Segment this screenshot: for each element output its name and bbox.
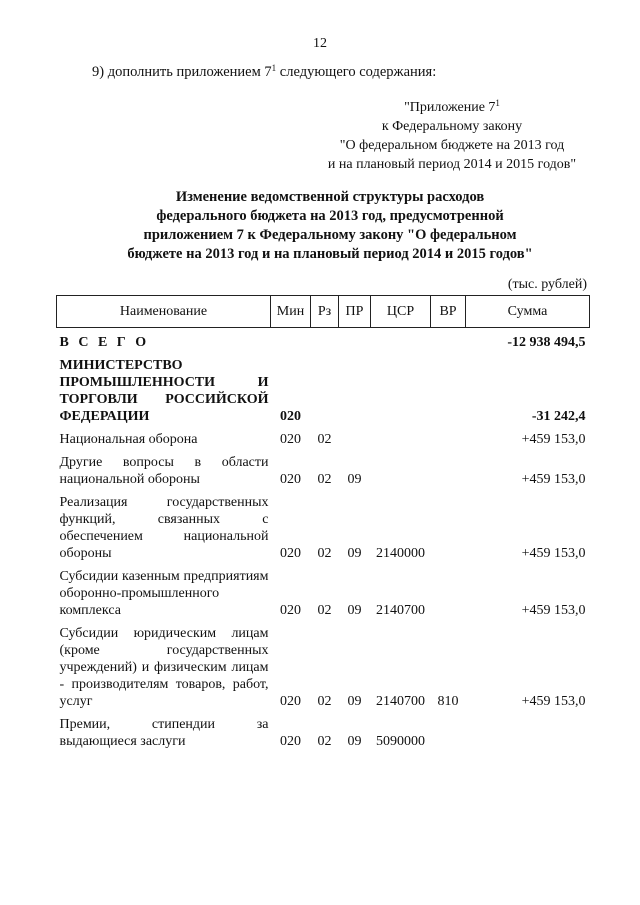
row-min: 020 bbox=[280, 472, 301, 487]
total-label: В С Е Г О bbox=[59, 335, 150, 350]
title-line-3: приложением 7 к Федеральному закону "О федеральном bbox=[143, 227, 517, 243]
row-vr: 810 bbox=[437, 694, 459, 709]
row-csr bbox=[371, 454, 431, 488]
row-rz: 02 bbox=[317, 694, 332, 709]
row-rz: 02 bbox=[317, 603, 332, 618]
row-sum: +459 153,0 bbox=[521, 472, 586, 487]
appendix-line-4: и на плановый период 2014 и 2015 годов" bbox=[327, 157, 577, 172]
header-min: Мин bbox=[271, 296, 311, 328]
row-vr bbox=[431, 454, 466, 488]
intro-suffix: следующего содержания: bbox=[276, 64, 437, 80]
row-csr: 2140700 bbox=[376, 694, 425, 709]
row-csr: 5090000 bbox=[376, 734, 425, 749]
row-pr: 09 bbox=[347, 734, 362, 749]
row-sum: +459 153,0 bbox=[521, 546, 586, 561]
table-header-row bbox=[57, 296, 590, 328]
header-vr: ВР bbox=[431, 296, 466, 328]
table-row bbox=[57, 494, 590, 562]
appendix-line-1: "Приложение $7^1$ bbox=[404, 98, 500, 115]
row-min: 020 bbox=[280, 546, 301, 561]
row-pr: 09 bbox=[347, 694, 362, 709]
header-rz: Рз bbox=[311, 296, 339, 328]
document-title bbox=[60, 188, 600, 264]
row-csr: 2140000 bbox=[376, 546, 425, 561]
row-vr bbox=[431, 494, 466, 562]
row-pr: 09 bbox=[347, 603, 362, 618]
row-min: 020 bbox=[280, 694, 301, 709]
table-row bbox=[57, 625, 590, 710]
header-csr: ЦСР bbox=[371, 296, 431, 328]
appendix-superscript: 1 bbox=[495, 98, 500, 108]
appendix-line-3: "О федеральном бюджете на 2013 год bbox=[339, 138, 565, 153]
row-min: 020 bbox=[280, 432, 301, 447]
row-pr: 09 bbox=[347, 546, 362, 561]
row-min: 020 bbox=[280, 603, 301, 618]
row-name: Национальная оборона bbox=[59, 432, 198, 447]
title-line-1: Изменение ведомственной структуры расходов bbox=[175, 189, 485, 205]
intro-superscript: 1 bbox=[271, 63, 277, 73]
expenditure-table bbox=[56, 295, 590, 750]
header-name: Наименование bbox=[57, 296, 271, 328]
row-min: 020 bbox=[280, 734, 301, 749]
row-name: Премии, стипендии за выдающиеся заслуги bbox=[59, 717, 269, 749]
row-name: Субсидии казенным предприятиям оборонно-промышленного комплекса bbox=[59, 569, 269, 618]
table-row bbox=[57, 431, 590, 448]
title-line-4: бюджете на 2013 год и на плановый период 2014 и 2015 годов" bbox=[127, 246, 533, 262]
table-row bbox=[57, 454, 590, 488]
row-pr: 09 bbox=[347, 472, 362, 487]
ministry-min: 020 bbox=[280, 409, 301, 424]
row-name: Другие вопросы в области национальной обороны bbox=[59, 455, 269, 487]
row-rz: 02 bbox=[317, 432, 332, 447]
appendix-header bbox=[280, 98, 624, 174]
appendix-line-2: к Федеральному закону bbox=[381, 119, 523, 134]
total-sum: -12 938 494,5 bbox=[507, 335, 586, 350]
row-sum: +459 153,0 bbox=[521, 603, 586, 618]
header-pr: ПР bbox=[339, 296, 371, 328]
intro-text: 9) дополнить приложением 7 bbox=[92, 64, 272, 80]
row-sum: +459 153,0 bbox=[521, 694, 586, 709]
row-vr bbox=[431, 568, 466, 619]
row-pr bbox=[339, 431, 371, 448]
row-csr: 2140700 bbox=[376, 603, 425, 618]
table-row bbox=[57, 716, 590, 750]
header-sum: Сумма bbox=[466, 296, 590, 328]
row-rz: 02 bbox=[317, 734, 332, 749]
row-vr bbox=[431, 716, 466, 750]
ministry-name: МИНИСТЕРСТВО ПРОМЫШЛЕННОСТИ И ТОРГОВЛИ РОССИЙСКОЙ ФЕДЕРАЦИИ bbox=[59, 358, 269, 424]
row-name: Субсидии юридическим лицам (кроме государственных учреждений) и физическим лицам - производителям товаров, работ, услуг bbox=[59, 626, 269, 709]
row-csr bbox=[371, 431, 431, 448]
title-line-2: федерального бюджета на 2013 год, предусмотренной bbox=[156, 208, 504, 224]
ministry-sum: -31 242,4 bbox=[531, 409, 586, 424]
total-row bbox=[57, 334, 590, 351]
row-rz: 02 bbox=[317, 472, 332, 487]
ministry-row bbox=[57, 357, 590, 425]
row-sum bbox=[466, 716, 590, 750]
row-vr bbox=[431, 431, 466, 448]
page-number: 12 bbox=[313, 36, 327, 51]
intro-paragraph bbox=[92, 64, 436, 81]
row-sum: +459 153,0 bbox=[521, 432, 586, 447]
table-row bbox=[57, 568, 590, 619]
units-label: (тыс. рублей) bbox=[507, 277, 587, 292]
row-name: Реализация государственных функций, связанных с обеспечением национальной обороны bbox=[59, 495, 269, 561]
row-rz: 02 bbox=[317, 546, 332, 561]
